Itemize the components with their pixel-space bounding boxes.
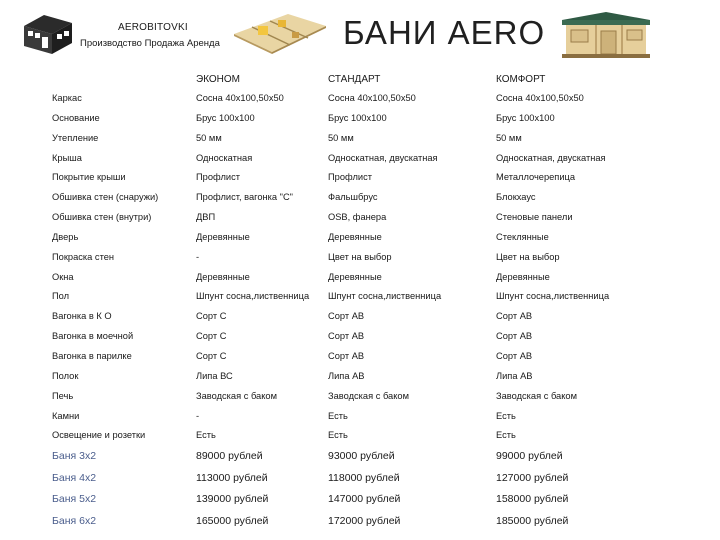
table-cell: Сосна 40х100,50х50 [196,93,284,103]
corner-cell [0,70,196,89]
table-cell: Деревянные [196,231,250,242]
row-label: Обшивка стен (внутри) [52,212,152,223]
column-header-econom: ЭКОНОМ [196,74,241,85]
table-cell: Стеклянные [496,231,549,242]
price-cell: 93000 рублей [328,450,395,463]
table-cell: Заводская с баком [496,390,577,401]
table-cell: Липа АВ [328,370,365,381]
price-cell: 118000 рублей [328,471,400,484]
table-cell: Деревянные [196,271,250,282]
table-row [0,208,720,228]
table-cell: Есть [496,430,516,441]
company-tagline: Производство Продажа Аренда [80,38,220,49]
table-row [0,426,720,446]
table-cell: Сосна 40х100,50х50 [496,93,584,103]
row-label: Вагонка в моечной [52,331,134,342]
price-cell: 165000 рублей [196,514,269,527]
row-label: Пол [52,291,70,302]
sauna-exterior-photo [560,10,652,60]
table-cell: Деревянные [328,271,382,282]
price-label: Баня 3х2 [52,450,97,463]
row-label: Дверь [52,231,79,242]
row-label: Освещение и розетки [52,430,146,441]
price-cell: 185000 рублей [496,514,569,527]
table-cell: Профлист [328,172,372,183]
table-row [0,188,720,208]
table-cell: - [196,410,200,421]
price-cell: 99000 рублей [496,450,563,463]
table-cell: Цвет на выбор [496,251,560,262]
price-cell: 113000 рублей [196,471,268,484]
table-cell: Сорт АВ [496,350,533,361]
table-cell: Профлист, вагонка "С" [196,192,293,203]
table-cell: Односкатная, двускатная [328,152,438,163]
table-cell: Металлочерепица [496,172,576,183]
table-cell: Профлист [196,172,240,183]
table-cell: Сорт С [196,350,227,361]
table-cell: Сорт АВ [328,331,365,342]
table-cell: Цвет на выбор [328,251,392,262]
row-label: Каркас [52,93,82,103]
table-cell: Заводская с баком [328,390,409,401]
table-row [0,268,720,288]
price-cell: 139000 рублей [196,493,269,506]
row-label: Утепление [52,132,99,143]
table-cell: - [196,251,200,262]
page-title: БАНИ AERO [343,14,546,51]
table-cell: Шпунт сосна,лиственница [328,291,442,302]
column-header-standard: СТАНДАРТ [328,74,381,85]
column-header-comfort: КОМФОРТ [496,74,546,85]
table-row [0,228,720,248]
table-row [0,367,720,387]
row-label: Вагонка в К О [52,311,112,322]
table-cell: Липа АВ [496,370,533,381]
table-cell: Сорт АВ [328,311,365,322]
price-label: Баня 4х2 [52,471,97,484]
table-row [0,287,720,307]
row-label: Печь [52,390,74,401]
table-cell: Сорт АВ [496,331,533,342]
header-row [0,70,720,89]
price-cell: 89000 рублей [196,450,263,463]
table-row [0,407,720,427]
price-cell: 158000 рублей [496,493,569,506]
table-cell: Односкатная [196,152,253,163]
table-cell: Стеновые панели [496,212,573,223]
table-cell: Односкатная, двускатная [496,152,606,163]
spec-table [0,70,720,532]
table-cell: Брус 100х100 [196,112,255,123]
row-label: Основание [52,112,100,123]
table-cell: Шпунт сосна,лиственница [196,291,310,302]
table-cell: Сорт АВ [496,311,533,322]
table-cell: 50 мм [328,132,354,143]
table-cell: Сорт С [196,331,227,342]
price-cell: 172000 рублей [328,514,401,527]
row-label: Обшивка стен (снаружи) [52,192,159,203]
price-row [0,489,720,511]
table-cell: Сорт С [196,311,227,322]
spec-body [0,89,720,532]
price-cell: 127000 рублей [496,471,569,484]
table-cell: Деревянные [496,271,550,282]
table-cell: Есть [328,430,348,441]
table-cell: 50 мм [196,132,222,143]
row-label: Окна [52,271,74,282]
table-row [0,248,720,268]
table-cell: Брус 100х100 [496,112,555,123]
price-cell: 147000 рублей [328,493,401,506]
table-row [0,149,720,169]
row-label: Камни [52,410,80,421]
company-name: AEROBITOVKI [118,22,188,33]
table-row [0,89,720,109]
table-row [0,168,720,188]
row-label: Крыша [52,152,82,163]
row-label: Покраска стен [52,251,115,262]
table-cell: 50 мм [496,132,522,143]
sauna-interior-photo [232,12,328,54]
table-row [0,387,720,407]
price-row [0,468,720,490]
table-cell: ДВП [196,212,216,223]
table-cell: Шпунт сосна,лиственница [496,291,610,302]
table-cell: Деревянные [328,231,382,242]
table-row [0,307,720,327]
price-row [0,511,720,533]
header [0,0,720,62]
table-cell: Сосна 40х100,50х50 [328,93,416,103]
price-row [0,446,720,468]
price-label: Баня 6х2 [52,514,97,527]
table-row [0,109,720,129]
table-cell: Есть [328,410,348,421]
table-row [0,347,720,367]
table-row [0,129,720,149]
table-cell: Блокхаус [496,192,536,203]
table-cell: Есть [196,430,216,441]
table-cell: OSB, фанера [328,212,387,223]
row-label: Полок [52,370,79,381]
table-cell: Заводская с баком [196,390,277,401]
table-cell: Есть [496,410,516,421]
table-cell: Фальшбрус [328,192,378,203]
table-cell: Сорт АВ [328,350,365,361]
logo-house-icon [20,12,76,56]
table-cell: Брус 100х100 [328,112,387,123]
table-cell: Липа ВС [196,370,233,381]
table-row [0,327,720,347]
row-label: Вагонка в парилке [52,350,132,361]
row-label: Покрытие крыши [52,172,126,183]
price-label: Баня 5х2 [52,493,97,506]
